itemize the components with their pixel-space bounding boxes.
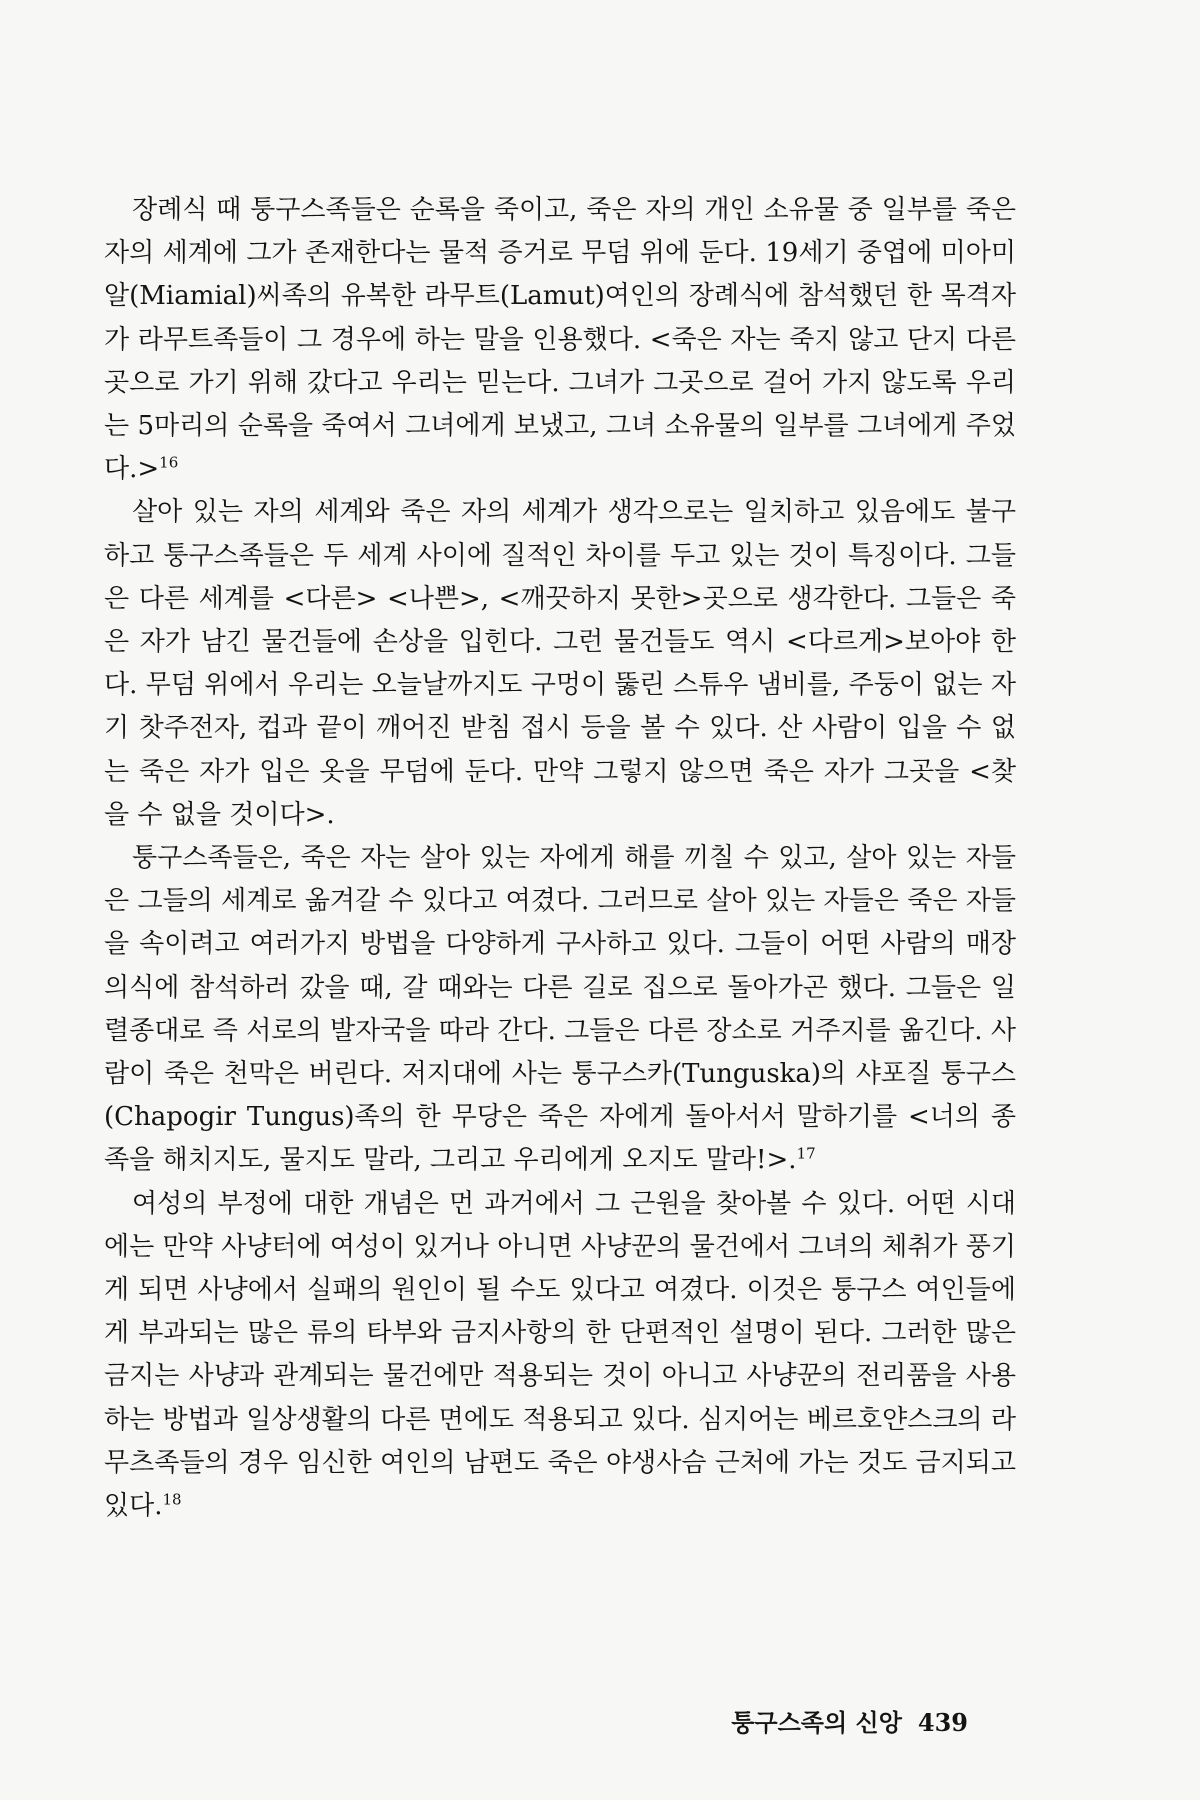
paragraph-2 — [104, 491, 1016, 837]
page-number: 439 — [917, 1708, 968, 1737]
paragraph-2-text: 살아 있는 자의 세계와 죽은 자의 세계가 생각으로는 일치하고 있음에도 불구하고 퉁구스족들은 두 세계 사이에 질적인 차이를 두고 있는 것이 특징이다. 그들은 다른 세계를 <다른> <나쁜>, <깨끗하지 못한>곳으로 생각한다. 그들은 죽은 자가 남긴 물건들에 손상을 입힌다. 그런 물건들도 역시 <다르게>보아야 한다. 무덤 위에서 우리는 오늘날까지도 구멍이 뚫린 스튜우 냄비를, 주둥이 없는 자기 찻주전자, 컵과 끝이 깨어진 받침 접시 등을 볼 수 있다. 산 사람이 입을 수 없는 죽은 자가 입은 옷을 무덤에 둔다. 만약 그렇지 않으면 죽은 자가 그곳을 <찾을 수 없을 것이다>. — [104, 497, 1016, 830]
paragraph-4 — [104, 1183, 1016, 1529]
footnote-ref-18: 18 — [162, 1490, 182, 1509]
body-text — [104, 189, 1016, 1528]
paragraph-1 — [104, 189, 1016, 491]
footnote-ref-17: 17 — [796, 1144, 816, 1163]
paragraph-3 — [104, 837, 1016, 1183]
footnote-ref-16: 16 — [159, 453, 179, 472]
paragraph-3-text: 퉁구스족들은, 죽은 자는 살아 있는 자에게 해를 끼칠 수 있고, 살아 있는 자들은 그들의 세계로 옮겨갈 수 있다고 여겼다. 그러므로 살아 있는 자들은 죽은 자들을 속이려고 여러가지 방법을 다양하게 구사하고 있다. 그들이 어떤 사람의 매장의식에 참석하러 갔을 때, 갈 때와는 다른 길로 집으로 돌아가곤 했다. 그들은 일렬종대로 즉 서로의 발자국을 따라 간다. 그들은 다른 장소로 거주지를 옮긴다. 사람이 죽은 천막은 버린다. 저지대에 사는 퉁구스카(Tunguska)의 샤포질 퉁구스(Chapogir Tungus)족의 한 무당은 죽은 자에게 돌아서서 말하기를 <너의 종족을 해치지도, 물지도 말라, 그리고 우리에게 오지도 말라!>. — [104, 843, 1016, 1176]
paragraph-1-text: 장례식 때 퉁구스족들은 순록을 죽이고, 죽은 자의 개인 소유물 중 일부를 죽은 자의 세계에 그가 존재한다는 물적 증거로 무덤 위에 둔다. 19세기 중엽에 미아미알(Miamial)씨족의 유복한 라무트(Lamut)여인의 장례식에 참석했던 한 목격자가 라무트족들이 그 경우에 하는 말을 인용했다. <죽은 자는 죽지 않고 단지 다른 곳으로 가기 위해 갔다고 우리는 믿는다. 그녀가 그곳으로 걸어 가지 않도록 우리는 5마리의 순록을 죽여서 그녀에게 보냈고, 그녀 소유물의 일부를 그녀에게 주었다.> — [104, 195, 1016, 485]
running-title: 퉁구스족의 신앙 — [731, 1708, 902, 1737]
page-footer — [731, 1703, 968, 1738]
paragraph-4-text: 여성의 부정에 대한 개념은 먼 과거에서 그 근원을 찾아볼 수 있다. 어떤 시대에는 만약 사냥터에 여성이 있거나 아니면 사냥꾼의 물건에서 그녀의 체취가 풍기게 되면 사냥에서 실패의 원인이 될 수도 있다고 여겼다. 이것은 퉁구스 여인들에게 부과되는 많은 류의 타부와 금지사항의 한 단편적인 설명이 된다. 그러한 많은 금지는 사냥과 관계되는 물건에만 적용되는 것이 아니고 사냥꾼의 전리품을 사용하는 방법과 일상생활의 다른 면에도 적용되고 있다. 심지어는 베르호얀스크의 라무츠족들의 경우 임신한 여인의 남편도 죽은 야생사슴 근처에 가는 것도 금지되고 있다. — [104, 1188, 1016, 1522]
